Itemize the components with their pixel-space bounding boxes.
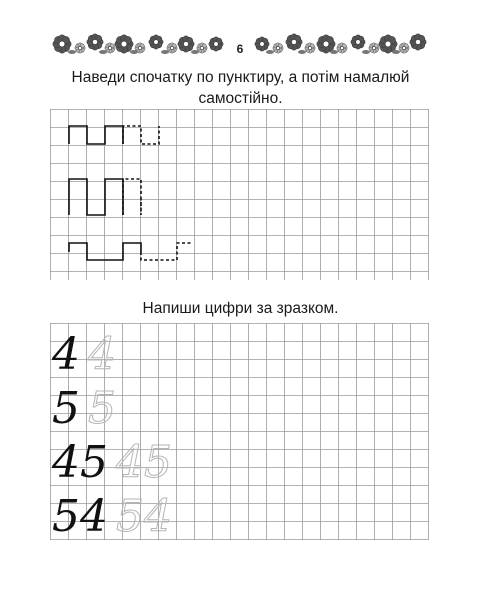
flower-icon (286, 34, 302, 50)
pattern-row-3-dashed (141, 243, 193, 260)
task1-instruction-line2: самостійно. (198, 90, 283, 107)
leaf-icon (330, 50, 338, 54)
sample-digit: 4 (52, 329, 80, 380)
trace-digit: 54 (116, 491, 172, 541)
flower-icon (273, 43, 283, 53)
task1-instruction (0, 67, 481, 109)
leaf-icon (161, 50, 169, 54)
trace-digit: 45 (116, 437, 172, 488)
flower-icon (337, 43, 347, 53)
flower-border-icon (0, 0, 481, 70)
pattern-row-2 (69, 179, 141, 215)
leaf-icon (392, 50, 400, 54)
leaf-icon (362, 50, 370, 54)
sample-digit: 45 (52, 437, 108, 488)
task1-instruction-line1: Наведи спочатку по пунктиру, а потім намалюй (71, 69, 410, 86)
flower-icon (410, 34, 426, 50)
trace-digit: 4 (88, 329, 116, 380)
sample-digit: 54 (52, 491, 108, 541)
flower-icon (351, 35, 365, 49)
flower-icon (255, 37, 269, 51)
trace-digit: 5 (88, 383, 116, 434)
pattern-row-2-solid (69, 179, 123, 215)
sample-digit: 5 (52, 383, 80, 434)
flower-icon (305, 43, 315, 53)
flower-icon (115, 35, 133, 53)
pattern-row-1-solid (69, 126, 123, 144)
leaf-icon (99, 50, 107, 54)
leaf-icon (266, 50, 274, 54)
flower-icon (399, 43, 409, 53)
leaf-icon (191, 50, 199, 54)
flower-icon (178, 36, 194, 52)
leaf-icon (298, 50, 306, 54)
pattern-row-3 (69, 243, 193, 260)
pattern-grid (50, 109, 430, 281)
flower-icon (53, 35, 71, 53)
flower-icon (75, 43, 85, 53)
leaf-icon (68, 50, 76, 54)
flower-icon (209, 37, 223, 51)
flower-icon (149, 35, 163, 49)
leaf-icon (130, 50, 138, 54)
pattern-row-1-dashed (123, 126, 159, 144)
page-header (0, 0, 481, 70)
pattern-row-3-solid (69, 243, 141, 260)
page-number: 6 (236, 42, 244, 56)
flower-icon (87, 34, 103, 50)
flower-icon (369, 43, 379, 53)
pattern-row-2-dashed (123, 179, 141, 215)
pattern-row-1 (69, 126, 159, 144)
task2-instruction: Напиши цифри за зразком. (142, 300, 339, 317)
digits-grid (50, 323, 430, 541)
